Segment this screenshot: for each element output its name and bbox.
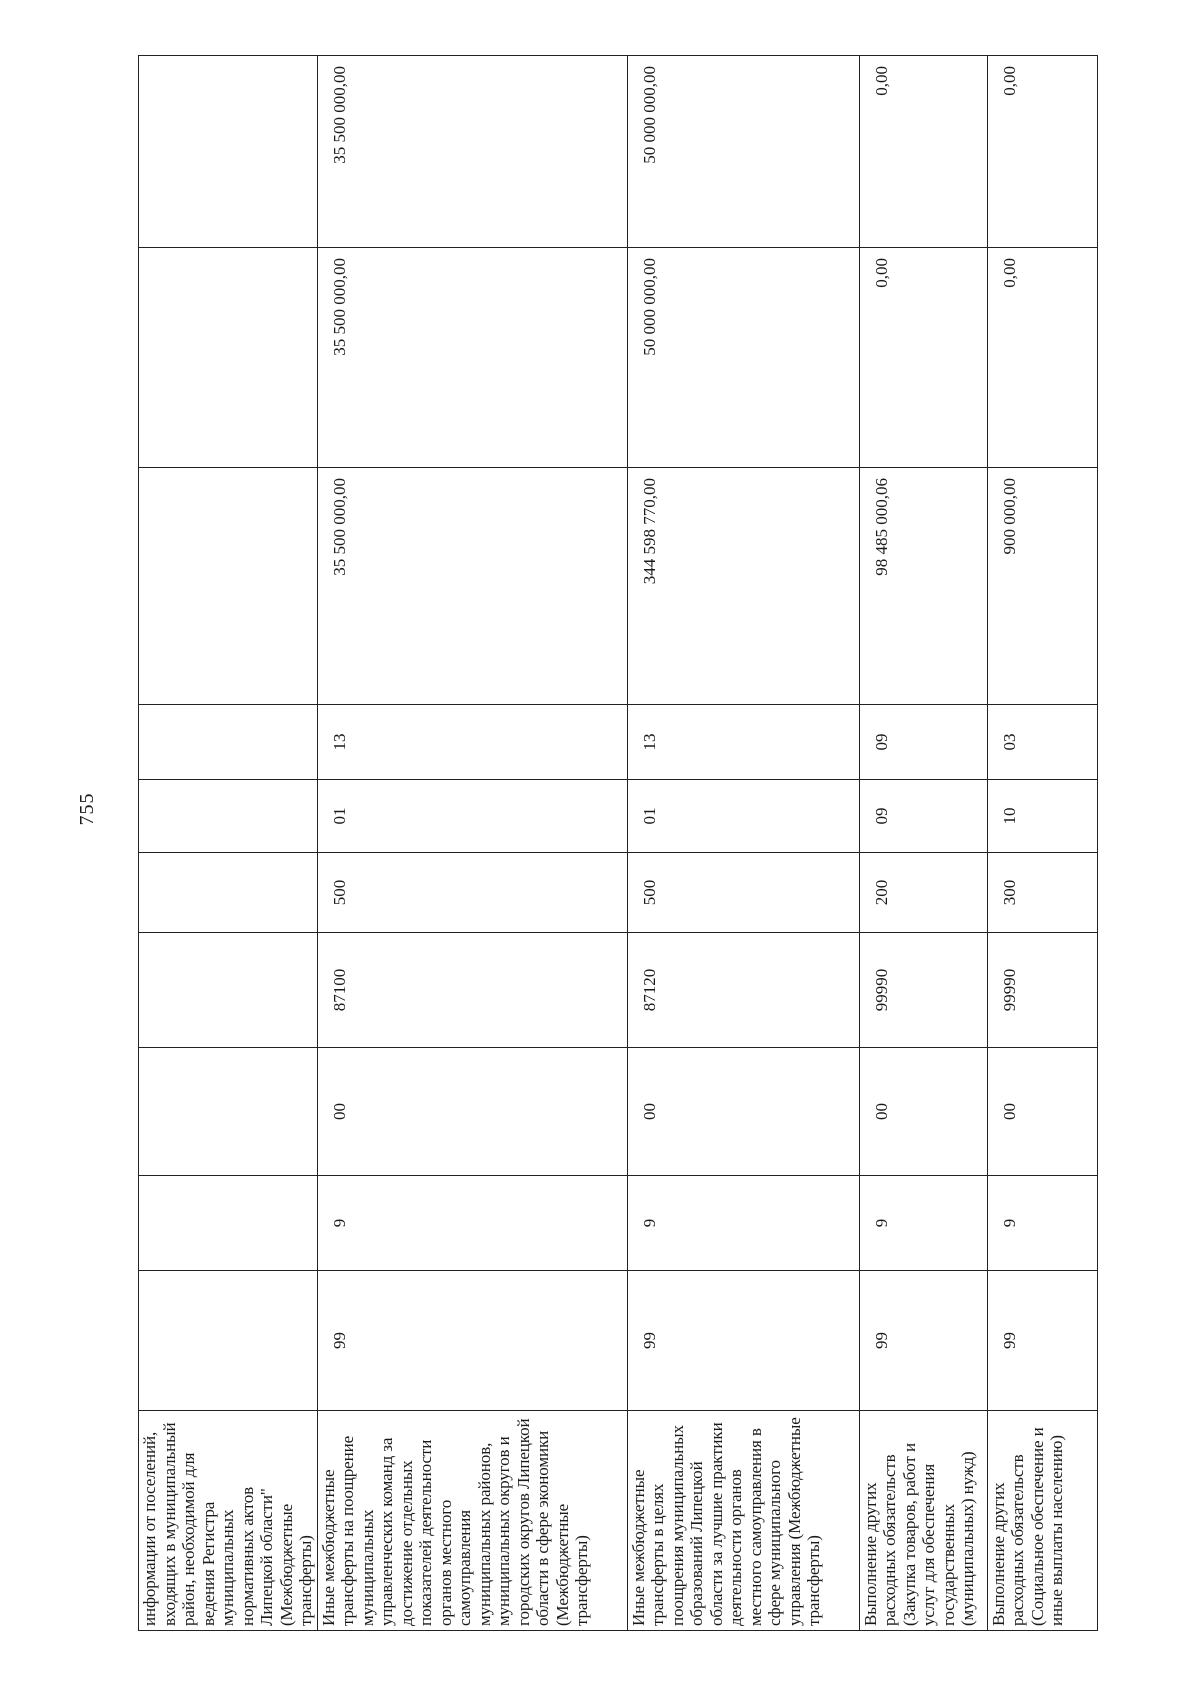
code-subprogram <box>139 1176 318 1271</box>
table-row <box>317 56 627 1631</box>
amount-year-3: 0,00 <box>987 56 1097 248</box>
amount-year-3: 0,00 <box>859 56 987 248</box>
expense-name: Иные межбюджетные трансферты на поощрение муниципальных управленческих команд за достижение отдельных показателей деятельности органов местного самоуправления муниципальных районов, муниципальных округов и городских округов Липецкой области в сфере экономики (Межбюджетные трансферты) <box>317 1411 627 1631</box>
code-program: 99 <box>987 1271 1097 1411</box>
code-section: 01 <box>317 780 627 853</box>
budget-table <box>138 55 1098 1631</box>
amount-year-1: 344 598 770,00 <box>627 468 859 705</box>
amount-year-1: 98 485 000,06 <box>859 468 987 705</box>
code-expense-type: 300 <box>987 853 1097 933</box>
expense-name: информации от поселений, входящих в муниципальный район, необходимой для ведения Регистра муниципальных нормативных актов Липецкой области" (Межбюджетные трансферты) <box>139 1411 318 1631</box>
code-main-event: 00 <box>627 1048 859 1176</box>
code-section <box>139 780 318 853</box>
amount-year-2 <box>139 248 318 468</box>
code-subprogram: 9 <box>987 1176 1097 1271</box>
code-direction: 87100 <box>317 933 627 1048</box>
code-subsection <box>139 705 318 780</box>
code-section: 10 <box>987 780 1097 853</box>
amount-year-2: 0,00 <box>987 248 1097 468</box>
code-section: 01 <box>627 780 859 853</box>
amount-year-2: 35 500 000,00 <box>317 248 627 468</box>
amount-year-3: 50 000 000,00 <box>627 56 859 248</box>
amount-year-1: 900 000,00 <box>987 468 1097 705</box>
code-expense-type: 500 <box>317 853 627 933</box>
code-main-event <box>139 1048 318 1176</box>
code-subprogram: 9 <box>859 1176 987 1271</box>
code-subsection: 13 <box>317 705 627 780</box>
code-subsection: 13 <box>627 705 859 780</box>
code-main-event: 00 <box>859 1048 987 1176</box>
code-program: 99 <box>627 1271 859 1411</box>
table-row <box>987 56 1097 1631</box>
code-program: 99 <box>317 1271 627 1411</box>
code-expense-type: 500 <box>627 853 859 933</box>
amount-year-1 <box>139 468 318 705</box>
code-direction: 99990 <box>859 933 987 1048</box>
code-expense-type <box>139 853 318 933</box>
code-program: 99 <box>859 1271 987 1411</box>
code-subsection: 09 <box>859 705 987 780</box>
code-main-event: 00 <box>317 1048 627 1176</box>
amount-year-3 <box>139 56 318 248</box>
expense-name: Иные межбюджетные трансферты в целях поощрения муниципальных образований Липецкой области за лучшие практики деятельности органов местного самоуправления в сфере муниципального управления (Межбюджетные трансферты) <box>627 1411 859 1631</box>
expense-name: Выполнение других расходных обязательств (Социальное обеспечение и иные выплаты населению) <box>987 1411 1097 1631</box>
code-direction <box>139 933 318 1048</box>
amount-year-3: 35 500 000,00 <box>317 56 627 248</box>
code-expense-type: 200 <box>859 853 987 933</box>
code-program <box>139 1271 318 1411</box>
amount-year-2: 50 000 000,00 <box>627 248 859 468</box>
amount-year-1: 35 500 000,00 <box>317 468 627 705</box>
table-row <box>139 56 318 1631</box>
table-row <box>859 56 987 1631</box>
code-subsection: 03 <box>987 705 1097 780</box>
code-direction: 99990 <box>987 933 1097 1048</box>
code-subprogram: 9 <box>627 1176 859 1271</box>
code-subprogram: 9 <box>317 1176 627 1271</box>
table-row <box>627 56 859 1631</box>
page-number: 755 <box>76 792 98 826</box>
code-direction: 87120 <box>627 933 859 1048</box>
code-main-event: 00 <box>987 1048 1097 1176</box>
amount-year-2: 0,00 <box>859 248 987 468</box>
code-section: 09 <box>859 780 987 853</box>
expense-name: Выполнение других расходных обязательств (Закупка товаров, работ и услуг для обеспечения государственных (муниципальных) нужд) <box>859 1411 987 1631</box>
